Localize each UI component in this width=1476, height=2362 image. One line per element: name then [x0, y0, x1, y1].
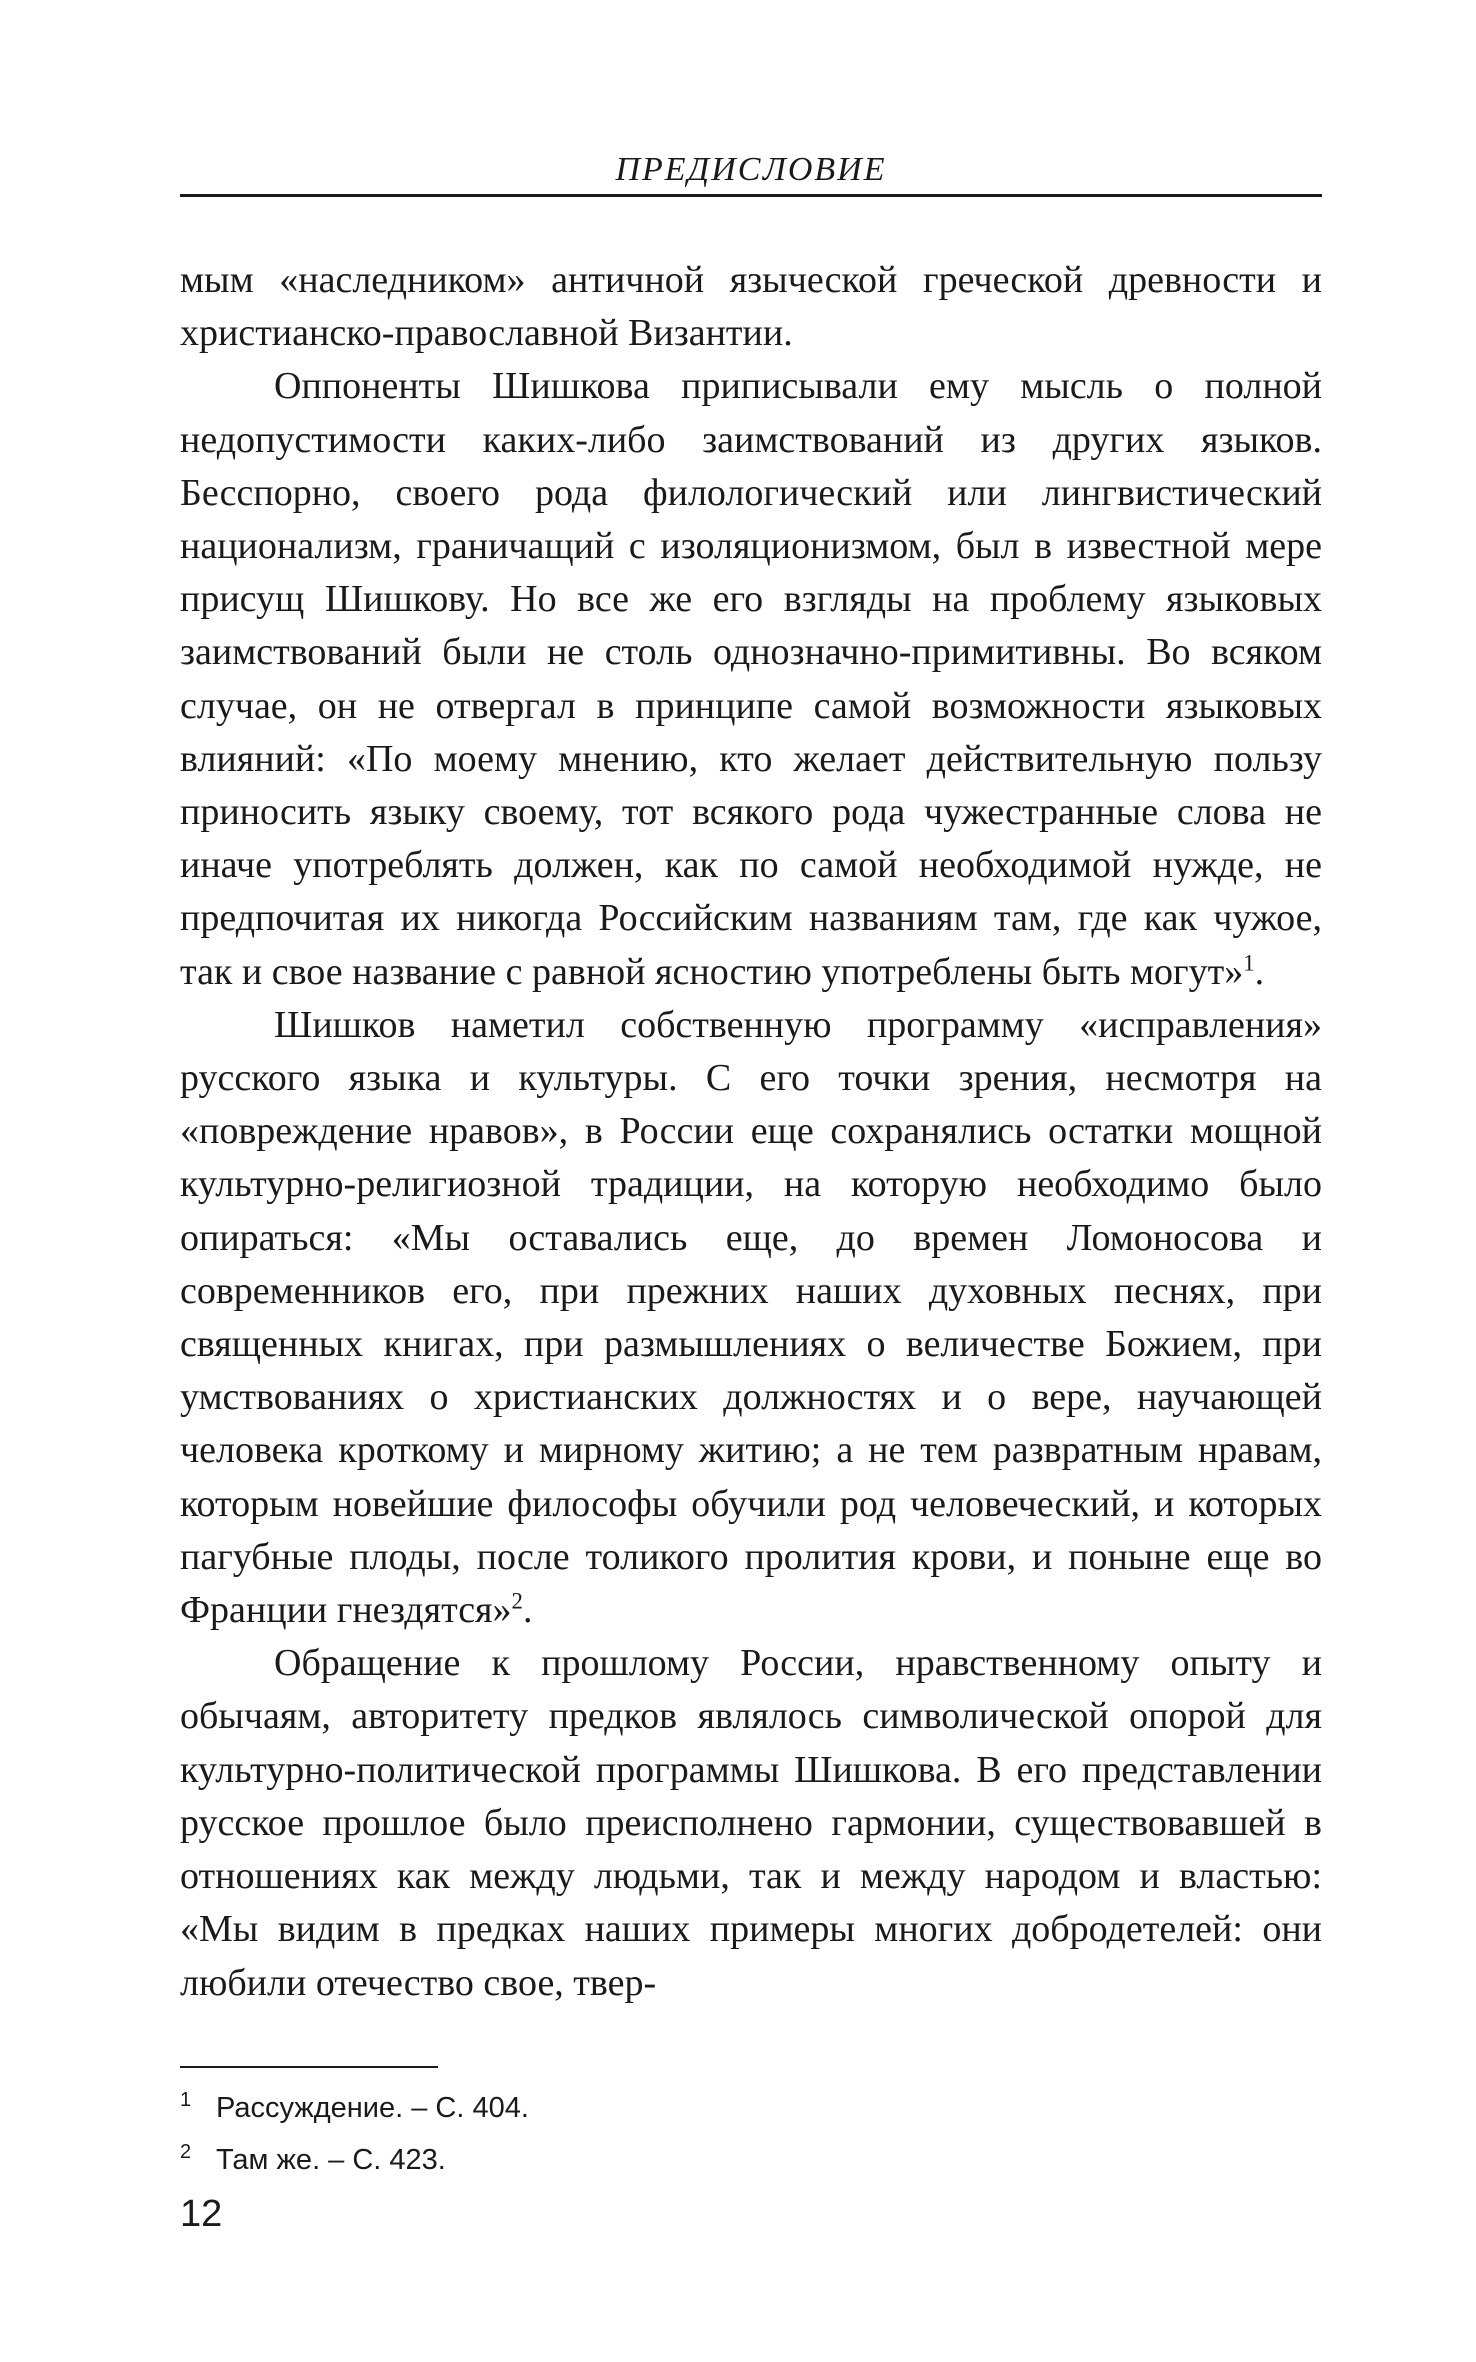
page-number: 12: [180, 2193, 223, 2235]
paragraph-continuation: [180, 254, 1322, 360]
main-text: [180, 254, 1322, 2010]
paragraph-text: Шишков наметил собственную программу «исправления» русского языка и культуры. С его точки зрения, несмотря на «повреждение нравов», в России еще сохранялись остатки мощной культурно-религиозной традиции, на которую необходимо было опираться: «Мы оставались еще, до времен Ломоносова и современников его, при прежних наших духовных песнях, при священных книгах, при размышлениях о величестве Божием, при умствованиях о христианских должностях и о вере, научающей человека кроткому и мирному житию; а не тем развратным нравам, которым новейшие философы обучили род человеческий, и которых пагубные плоды, после толикого пролития крови, и поныне еще во Франции гнездятся»: [180, 1003, 1322, 1632]
footnote-ref[interactable]: 2: [511, 1588, 523, 1614]
footnote-separator: [180, 2066, 438, 2068]
paragraph-text: Оппоненты Шишкова приписывали ему мысль о полной недопустимости каких-либо заимствований из других языков. Бесспорно, своего рода филологический или лингвистический национализм, граничащий с изоляционизмом, был в известной мере присущ Шишкову. Но все же его взгляды на проблему языковых заимствований были не столь однозначно-примитивны. Во всяком случае, он не отвергал в принципе самой возможности языковых влияний: «По моему мнению, кто желает действительную пользу приносить языку своему, тот всякого рода чужестранные слова не иначе употреблять должен, как по самой необходимой нужде, не предпочитая их никогда Российским названиям там, где как чужое, так и свое название с равной ясностию употреблены быть могут»: [180, 365, 1322, 993]
footnote-text: Там же. – С. 423.: [216, 2144, 446, 2176]
paragraph: [180, 1637, 1322, 2009]
footnote-mark: 1: [180, 2089, 192, 2111]
footnote-mark: 2: [180, 2141, 192, 2163]
footnote-ref[interactable]: 1: [1243, 949, 1255, 975]
footnote-text: Рассуждение. – С. 404.: [216, 2092, 529, 2124]
paragraph-tail: .: [1254, 950, 1265, 993]
paragraph-text: мым «наследником» античной языческой греческой древности и христианско-православной Византии.: [180, 259, 1322, 355]
paragraph: [180, 360, 1322, 998]
paragraph-text: Обращение к прошлому России, нравственному опыту и обычаям, авторитету предков являлось символической опорой для культурно-политической программы Шишкова. В его представлении русское прошлое было преисполнено гармонии, существовавшей в отношениях как между людьми, так и между народом и властью: «Мы видим в предках наших примеры многих добродетелей: они любили отечество свое, твер-: [180, 1642, 1322, 2004]
footnote-item: [180, 2082, 1322, 2134]
running-head-title: ПРЕДИСЛОВИЕ: [615, 151, 887, 188]
paragraph-tail: .: [522, 1589, 533, 1632]
header-rule: [180, 194, 1322, 197]
paragraph: [180, 999, 1322, 1637]
footnotes: [180, 2082, 1322, 2186]
footnote-item: [180, 2134, 1322, 2186]
